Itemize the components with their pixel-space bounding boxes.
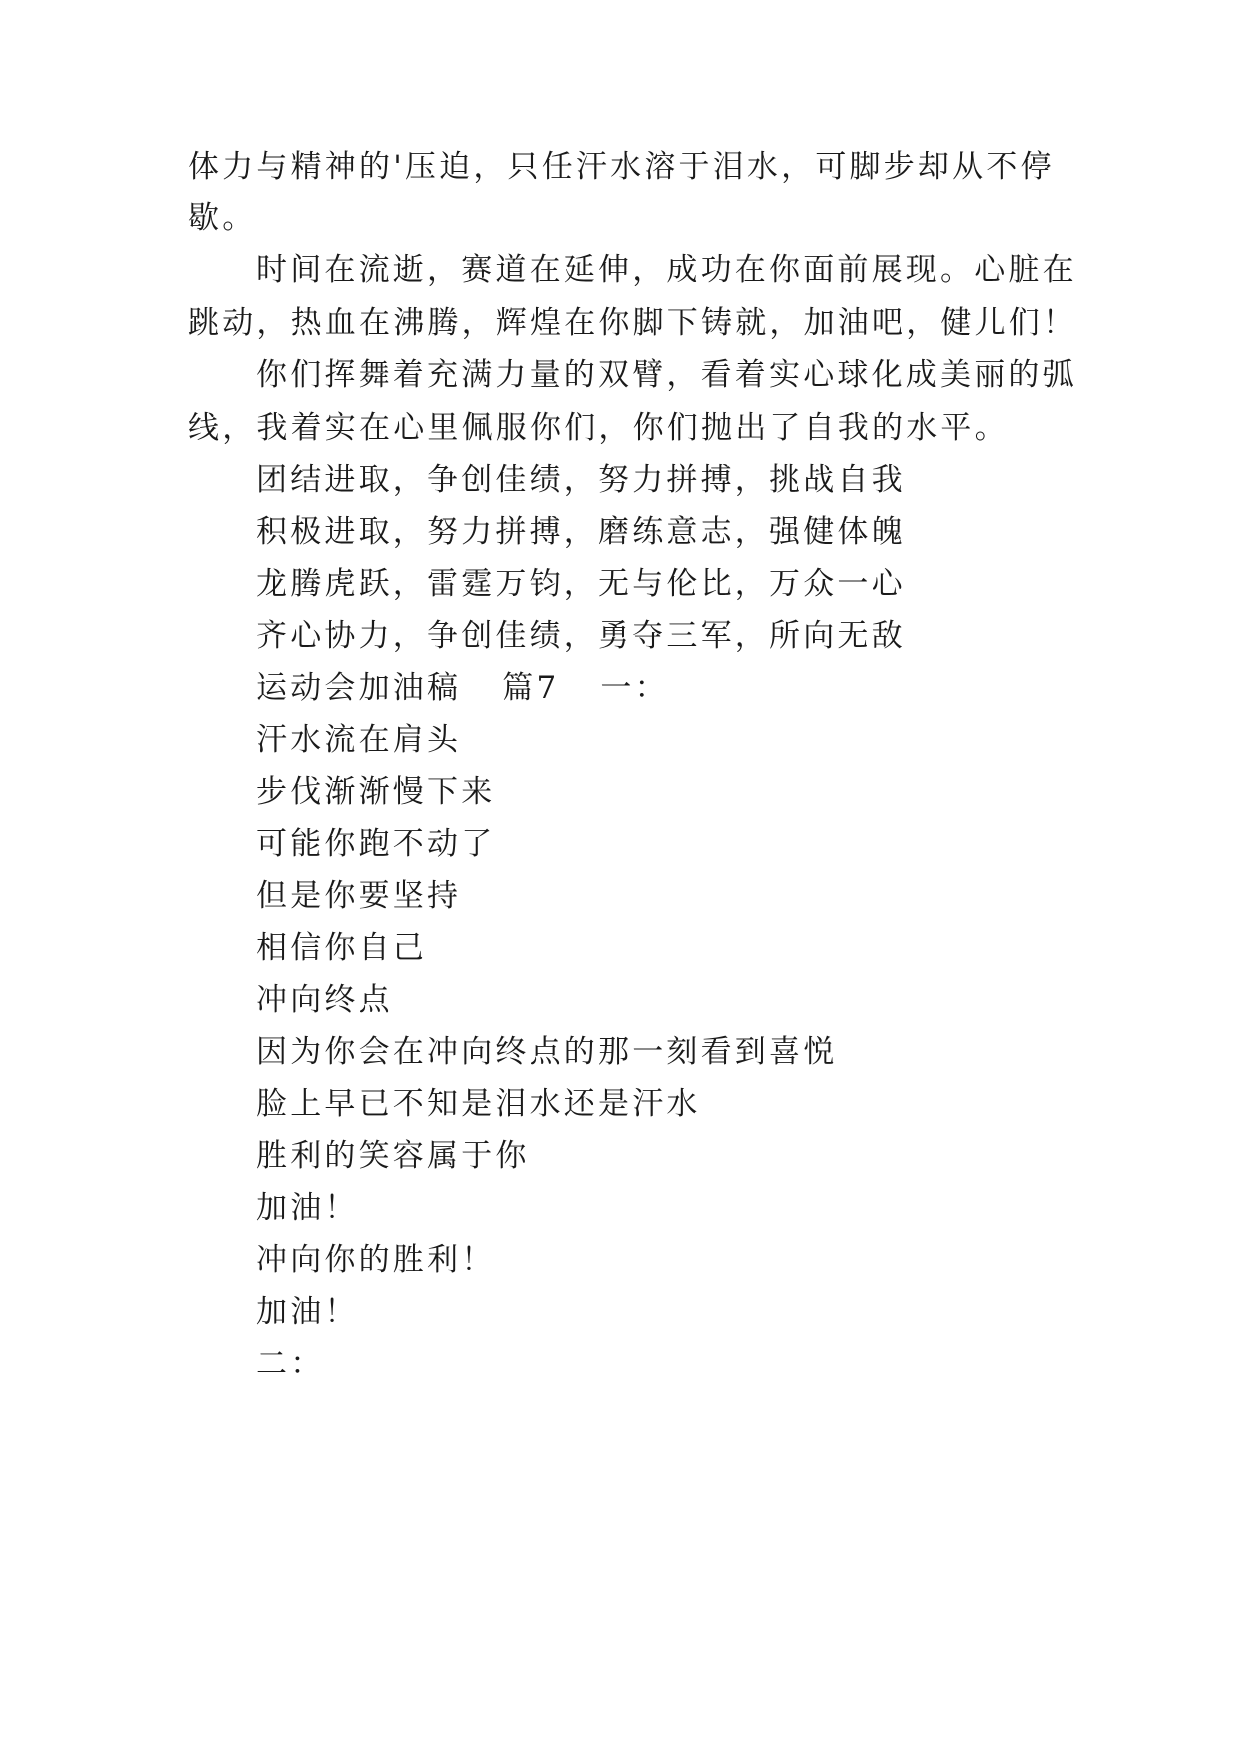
poem-line: 相信你自己	[256, 930, 427, 966]
slogan-line: 积极进取，努力拼搏，磨练意志，强健体魄	[256, 514, 906, 550]
paragraph-1-line-2: 歇。	[188, 200, 257, 236]
poem-line: 但是你要坚持	[256, 878, 462, 914]
slogan-line: 团结进取，争创佳绩，努力拼搏，挑战自我	[256, 462, 906, 498]
poem-line: 脸上早已不知是泪水还是汗水	[256, 1086, 701, 1122]
poem-line: 冲向终点	[256, 982, 393, 1018]
poem-line: 步伐渐渐慢下来	[256, 774, 496, 810]
poem-line: 汗水流在肩头	[256, 722, 462, 758]
paragraph-2-line-2: 跳动，热血在沸腾，辉煌在你脚下铸就，加油吧，健儿们！	[188, 305, 1078, 341]
poem-line: 可能你跑不动了	[256, 826, 496, 862]
poem-line: 加油！	[256, 1190, 359, 1226]
poem-line: 冲向你的胜利！	[256, 1242, 496, 1278]
paragraph-2-line-1: 时间在流逝，赛道在延伸，成功在你面前展现。心脏在	[256, 252, 1077, 288]
section-two-label: 二：	[256, 1346, 325, 1382]
section-heading: 运动会加油稿 篇7 一：	[256, 670, 669, 706]
poem-line: 胜利的笑容属于你	[256, 1138, 530, 1174]
poem-line: 因为你会在冲向终点的那一刻看到喜悦	[256, 1034, 838, 1070]
paragraph-1-line-1: 体力与精神的'压迫，只任汗水溶于泪水，可脚步却从不停	[188, 149, 1055, 185]
slogan-line: 齐心协力，争创佳绩，勇夺三军，所向无敌	[256, 618, 906, 654]
paragraph-3-line-2: 线，我着实在心里佩服你们，你们抛出了自我的水平。	[188, 410, 1009, 446]
slogan-line: 龙腾虎跃，雷霆万钧，无与伦比，万众一心	[256, 566, 906, 602]
paragraph-3-line-1: 你们挥舞着充满力量的双臂，看着实心球化成美丽的弧	[256, 357, 1077, 393]
poem-line: 加油！	[256, 1294, 359, 1330]
